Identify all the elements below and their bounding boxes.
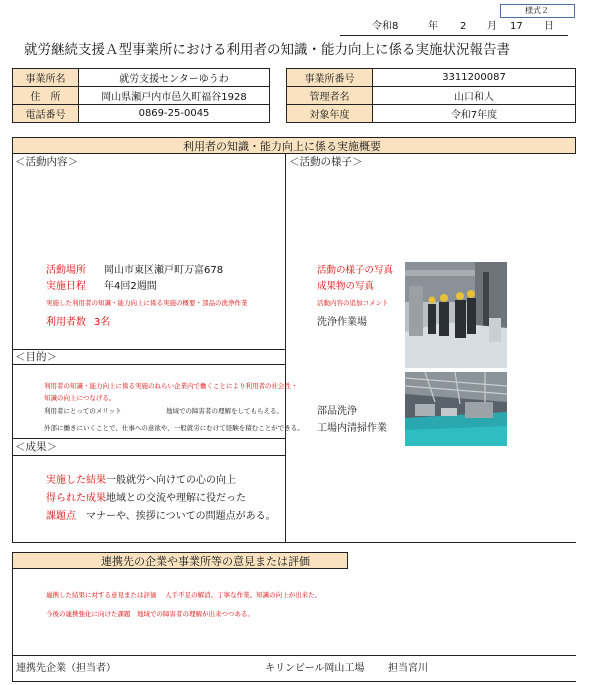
purpose-bottom-line: [12, 364, 285, 365]
info-label: 事業所番号: [287, 69, 373, 87]
caption-parts-washing: 部品洗浄: [317, 406, 357, 417]
date-year-label: 年: [428, 21, 438, 32]
purpose-text-2: 知識の向上につなげる。: [44, 394, 116, 402]
info-table-left: [12, 68, 270, 123]
date-underline: [340, 35, 568, 36]
date-era: 令和8: [372, 21, 399, 32]
partner-label: 連携先企業（担当者）: [16, 663, 116, 674]
activity-photo-factory: [405, 372, 507, 446]
date-day: 17: [510, 21, 523, 32]
result-top-line: [12, 438, 285, 439]
result-label: ＜成果＞: [15, 441, 57, 453]
comment-label: 活動内容の追加コメント: [317, 299, 389, 307]
opinion-header-text: 連携先の企業や事業所等の意見または評価: [101, 555, 310, 568]
summary-divider: [285, 153, 286, 543]
info-row-fiscal-year: [287, 105, 576, 123]
info-row-office-name: [13, 69, 270, 87]
opinion-header: [12, 552, 348, 569]
result-3-label: 課題点: [46, 511, 76, 522]
date-day-label: 日: [544, 21, 554, 32]
summary-right-edge: [575, 153, 576, 543]
info-row-manager: [287, 87, 576, 105]
activity-photo-people: [405, 262, 507, 368]
summary-header: [12, 137, 576, 154]
info-value: 岡山県瀬戸内市邑久町福谷1928: [79, 87, 270, 105]
partner-row-left: [12, 656, 13, 681]
result-bottom-line: [12, 455, 285, 456]
date-month-label: 月: [487, 21, 497, 32]
participants-value: 3名: [94, 317, 111, 328]
result-3-value: マナーや、挨拶についての問題点がある。: [86, 511, 276, 522]
info-row-office-number: [287, 69, 576, 87]
date-month: 2: [460, 21, 467, 32]
partner-company: キリンビール岡山工場: [265, 663, 365, 674]
info-value: 山口和人: [373, 87, 576, 105]
info-label: 住 所: [13, 87, 79, 105]
schedule-value: 年4回2週間: [104, 281, 157, 292]
info-value: 0869-25-0045: [79, 105, 270, 123]
summary-header-text: 利用者の知識・能力向上に係る実施概要: [183, 140, 381, 153]
caption-washing-area: 洗浄作業場: [317, 317, 367, 328]
partner-row-line: [12, 681, 576, 682]
purpose-benefit-left: 利用者にとってのメリット: [44, 407, 122, 415]
partner-person: 担当宮川: [388, 663, 428, 674]
participants-label: 利用者数: [46, 317, 86, 328]
form-tag: [500, 4, 575, 18]
page-title: 就労継続支援Ａ型事業所における利用者の知識・能力向上に係る実施状況報告書: [24, 42, 510, 58]
place-label: 活動場所: [46, 265, 86, 276]
result-2-label: 得られた成果: [46, 493, 106, 504]
info-value: 令和7年度: [373, 105, 576, 123]
purpose-benefit-right: 地域での障害者の理解をしてもらえる。: [166, 407, 283, 415]
place-value: 岡山市東区瀬戸町万富678: [104, 265, 224, 276]
opinion-line-1: 連携した結果に対する意見または評価 人手不足の解消。丁寧な作業。知識の向上が出来た。: [46, 591, 322, 599]
info-row-phone: [13, 105, 270, 123]
activity-state-label: ＜活動の様子＞: [289, 156, 363, 168]
purpose-outside: 外部に働きにいくことで、仕事への意欲や、一般就労にむけて経験を積むことができる。: [44, 424, 304, 432]
purpose-label: ＜目的＞: [15, 351, 57, 363]
info-value: 3311200087: [373, 69, 576, 87]
info-label: 電話番号: [13, 105, 79, 123]
schedule-label: 実施日程: [46, 281, 86, 292]
result-2-value: 地域との交流や理解に役だった: [106, 493, 246, 504]
purpose-top-line: [12, 349, 285, 350]
result-1-label: 実施した結果: [46, 475, 106, 486]
info-label: 管理者名: [287, 87, 373, 105]
photo-label: 活動の様子の写真: [317, 265, 394, 276]
info-label: 事業所名: [13, 69, 79, 87]
caption-factory-cleaning: 工場内清掃作業: [317, 423, 387, 434]
result-1-value: 一般就労へ向けての心の向上: [106, 475, 236, 486]
opinion-line-2: 今後の連携強化に向けた課題 地域での障害者の理解が出来つつある。: [46, 610, 254, 618]
purpose-text-1: 利用者の知識・能力向上に係る実施のねらい企業内で働くことにより利用者の社会性・: [44, 382, 298, 390]
result-photo-label: 成果物の写真: [317, 281, 375, 292]
info-table-right: [286, 68, 576, 123]
form-tag-text: 様式２: [525, 6, 549, 15]
info-label: 対象年度: [287, 105, 373, 123]
overview-note: 実施した利用者の知識・能力向上に係る実施の概要・部品の洗浄作業: [46, 299, 248, 307]
activity-content-label: ＜活動内容＞: [15, 156, 78, 168]
info-row-address: [13, 87, 270, 105]
info-value: 就労支援センターゆうわ: [79, 69, 270, 87]
